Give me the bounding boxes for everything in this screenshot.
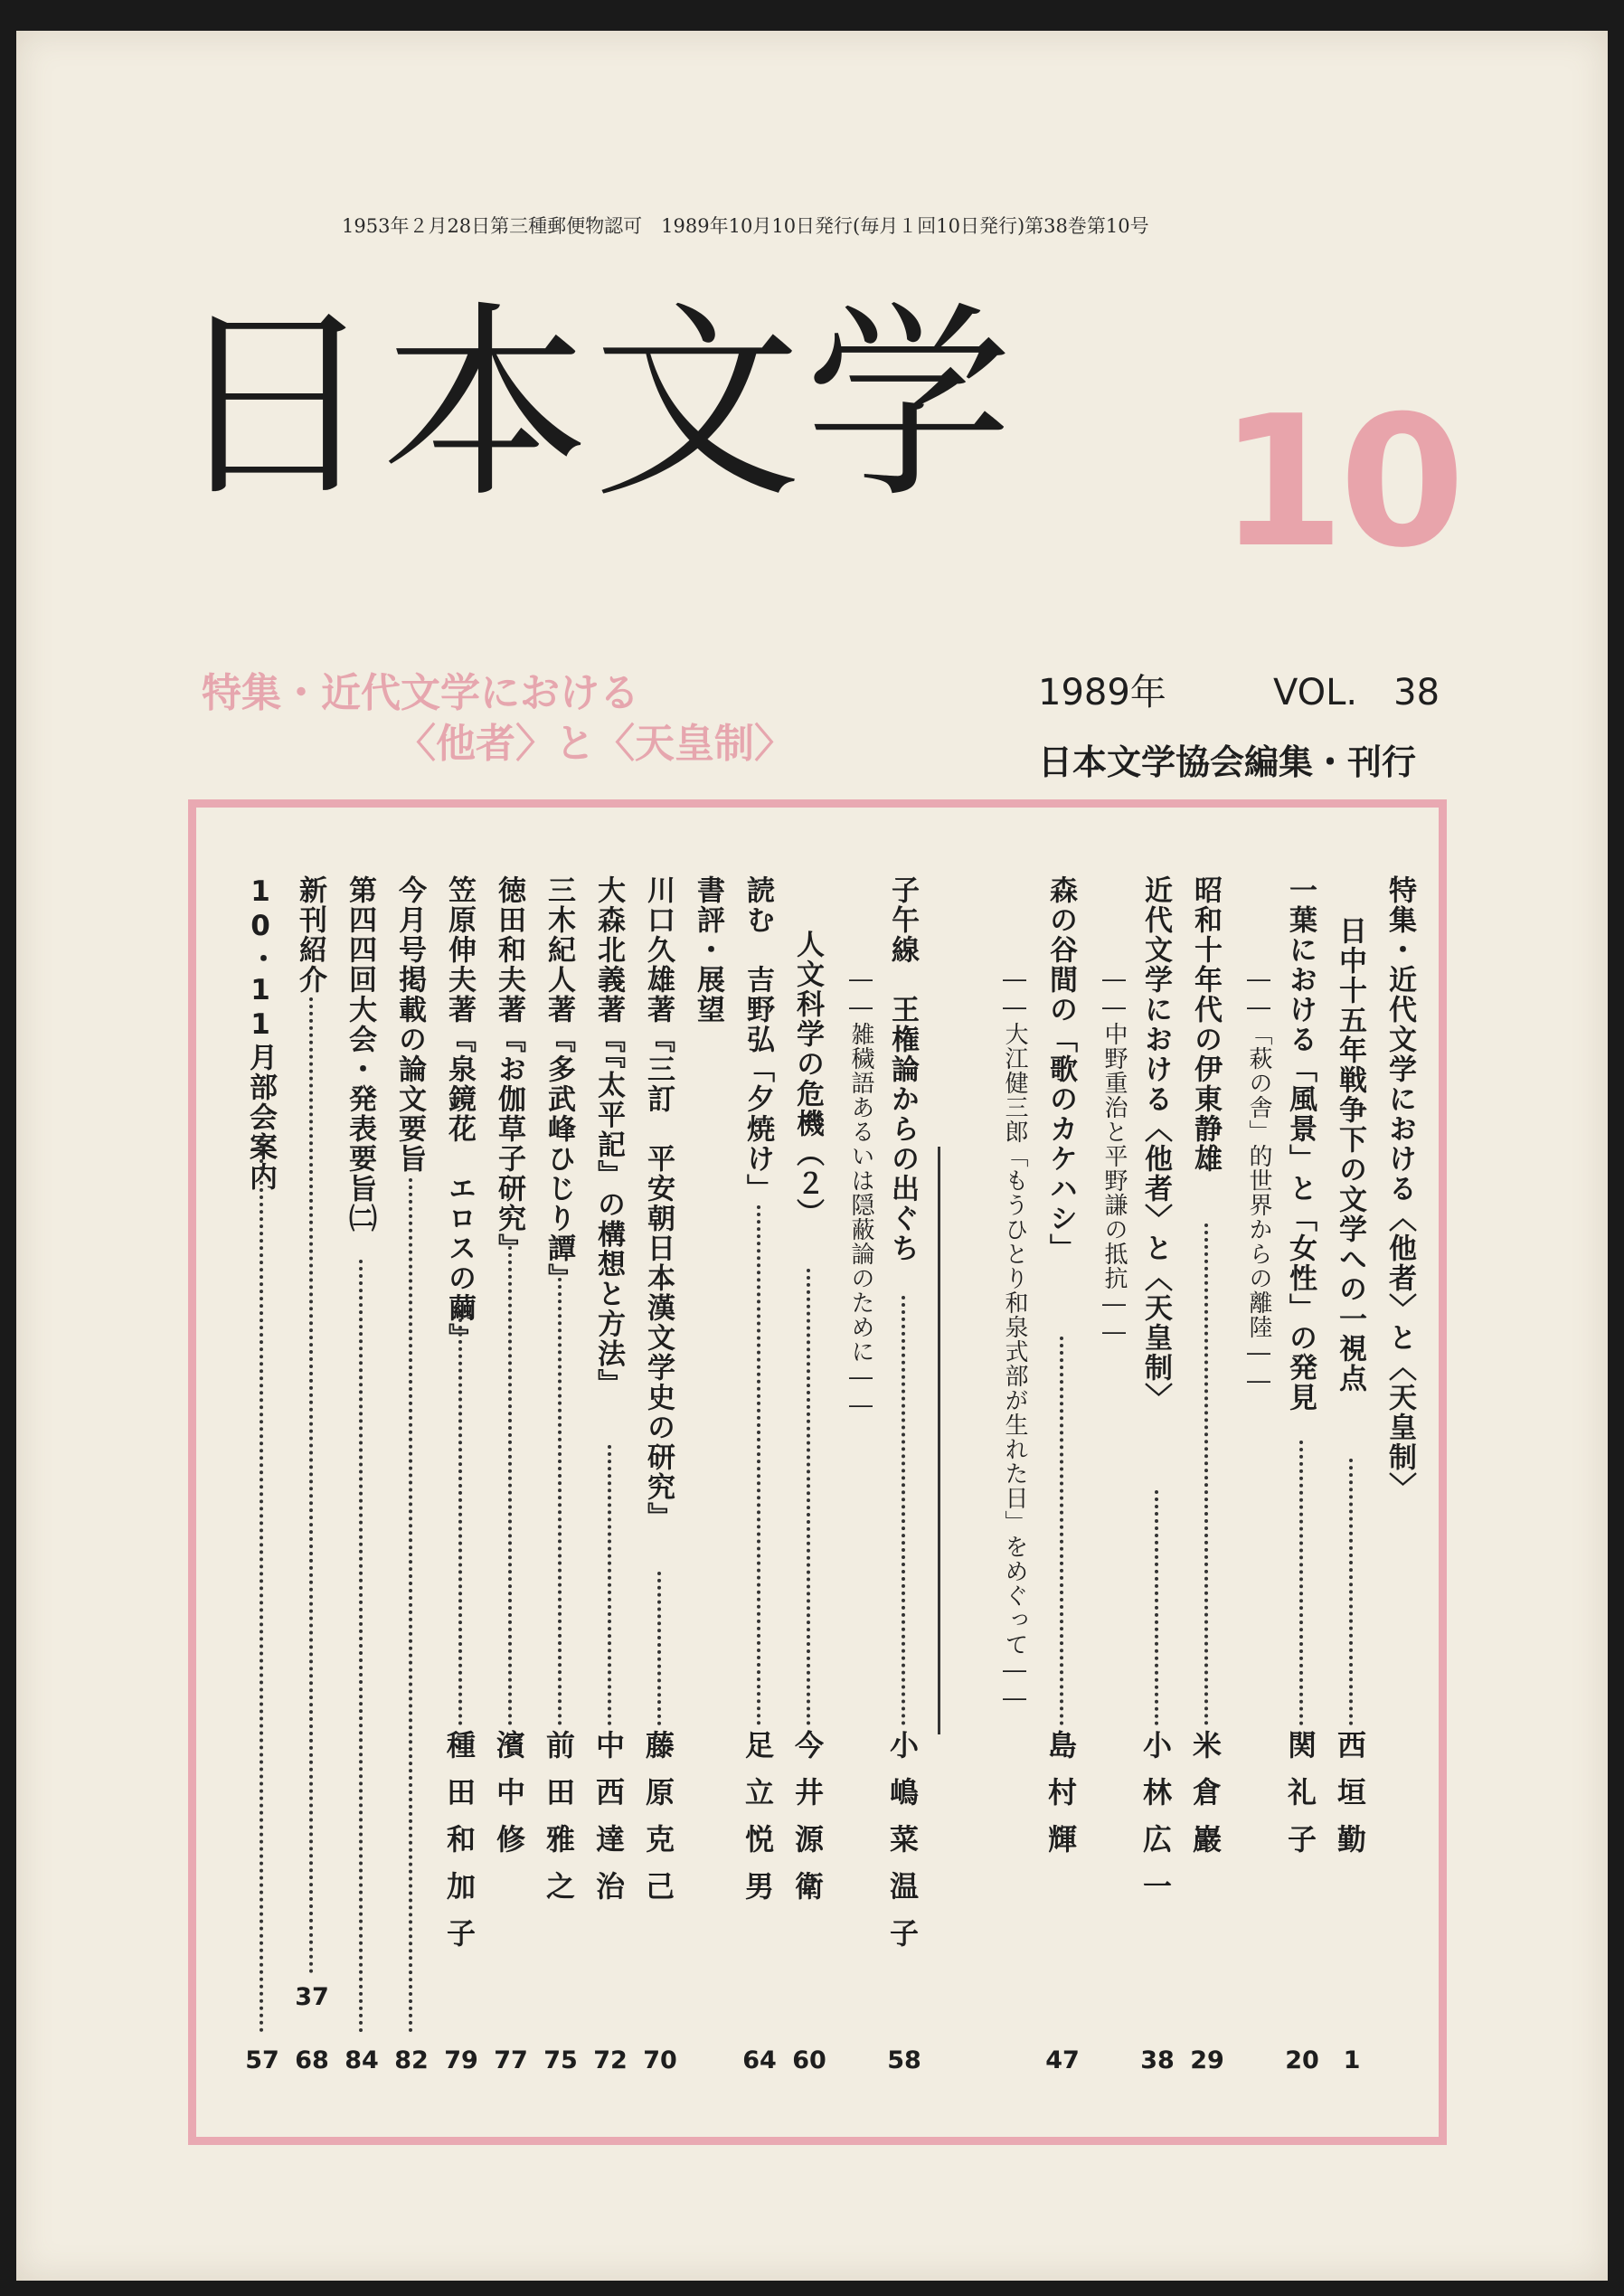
toc-entry-sub: ――大江健三郎「もうひとり和泉式部が生れた日」をめぐって―― — [1001, 966, 1028, 1713]
toc-entry-page: 29 — [1190, 2046, 1224, 2074]
table-of-contents — [188, 799, 1447, 2145]
toc-entry-author: 小嶋菜温子 — [885, 1730, 920, 1965]
leader-dots — [902, 1296, 905, 1725]
feature-line-2: 〈他者〉と〈天皇制〉 — [396, 721, 794, 768]
toc-entry-title: 日中十五年戦争下の文学への一視点 — [1334, 916, 1366, 1394]
toc-entry-page: 72 — [593, 2046, 628, 2074]
toc-entry-title: 笠原伸夫著『泉鏡花 エロスの繭』 — [443, 875, 476, 1353]
toc-entry-page: 60 — [792, 2046, 826, 2074]
toc-entry-page: 20 — [1285, 2046, 1319, 2074]
toc-entry-page: 82 — [394, 2046, 429, 2074]
toc-entry-title: 第四四回大会・発表要旨㈡ — [344, 875, 376, 1233]
column-separator — [938, 1147, 940, 1734]
toc-entry-author: 藤原克己 — [641, 1730, 675, 1918]
toc-entry-title: 川口久雄著『三訂 平安朝日本漢文学史の研究』 — [642, 875, 675, 1532]
toc-entry-title: 徳田和夫著『お伽草子研究』 — [493, 875, 525, 1263]
toc-entry-page: 70 — [643, 2046, 677, 2074]
toc-entry-author: 足立悦男 — [741, 1730, 775, 1918]
leader-dots — [608, 1445, 611, 1725]
toc-entry-title: 今月号掲載の論文要旨 — [393, 875, 426, 1174]
toc-entry-author: 関礼子 — [1283, 1730, 1317, 1871]
toc-entry-sub: ――中野重治と平野謙の抵抗―― — [1100, 966, 1128, 1346]
toc-entry-page: 57 — [245, 2046, 279, 2074]
toc-entry-title: 新刊紹介 — [294, 875, 326, 995]
toc-entry-title: 読む 吉野弘「夕焼け」 — [741, 875, 774, 1204]
leader-dots — [1349, 1459, 1353, 1725]
magazine-title: 日本文学 — [170, 285, 1017, 526]
toc-entry-title: 三木紀人著『多武峰ひじり譚』 — [543, 875, 575, 1293]
leader-dots — [508, 1246, 512, 1725]
leader-dots — [409, 1178, 412, 2033]
issue-number: 10 — [1219, 377, 1460, 588]
toc-entry-author: 種田和加子 — [442, 1730, 477, 1965]
toc-entry-author: 西垣勤 — [1333, 1730, 1367, 1871]
toc-entry-title: 10・11月部会案内 — [244, 875, 277, 1192]
leader-dots — [1060, 1337, 1063, 1725]
leader-dots — [807, 1269, 810, 1725]
toc-section-title: 書評・展望 — [692, 875, 724, 1025]
toc-entry-title: 子午線 王権論からの出ぐち — [886, 875, 919, 1263]
toc-entry-title: 一葉における「風景」と「女性」の発見 — [1284, 875, 1317, 1413]
leader-dots — [260, 1138, 263, 2033]
toc-entry-author: 小林広一 — [1138, 1730, 1173, 1918]
leader-dots — [1155, 1490, 1158, 1725]
leader-dots — [309, 997, 313, 1974]
issue-year: 1989年 — [1038, 672, 1166, 713]
volume-label: VOL. 38 — [1273, 672, 1440, 713]
toc-entry-page: 75 — [543, 2046, 578, 2074]
toc-entry-page: 84 — [345, 2046, 379, 2074]
leader-dots — [657, 1572, 661, 1725]
toc-entry-page: 64 — [742, 2046, 777, 2074]
toc-entry-page-2: 68 — [295, 2046, 329, 2074]
toc-feature-header-text: 特集・近代文学における〈他者〉と〈天皇制〉 — [1383, 875, 1416, 1502]
toc-entry-title: 近代文学における〈他者〉と〈天皇制〉 — [1139, 875, 1172, 1413]
toc-entry-page: 38 — [1140, 2046, 1175, 2074]
toc-entry-sub: ――「萩の舎」的世界からの離陸―― — [1245, 966, 1272, 1395]
leader-dots — [359, 1260, 363, 2033]
leader-dots — [458, 1318, 462, 1725]
feature-heading — [202, 668, 889, 770]
toc-entry-title: 森の谷間の「歌のカケハシ」 — [1044, 875, 1077, 1263]
toc-entry-title: 大森北義著『『太平記』の構想と方法』 — [592, 875, 625, 1399]
magazine-cover — [16, 31, 1608, 2281]
toc-entry-author: 今井源衛 — [790, 1730, 825, 1918]
publisher: 日本文学協会編集・刊行 — [1038, 742, 1417, 782]
toc-entry-page: 79 — [444, 2046, 478, 2074]
publication-info: 1953年２月28日第三種郵便物認可 1989年10月10日発行(毎月１回10日発行)第38巻第10号 — [342, 215, 1149, 237]
toc-entry-page: 58 — [887, 2046, 921, 2074]
leader-dots — [1204, 1224, 1208, 1725]
toc-entry-page: 37 — [295, 1983, 329, 2011]
toc-entry-page: 1 — [1343, 2046, 1361, 2074]
leader-dots — [558, 1278, 562, 1725]
toc-entry-author: 濱中修 — [492, 1730, 526, 1871]
leader-dots — [757, 1205, 760, 1725]
toc-entry-title: 人文科学の危機（２） — [791, 930, 824, 1228]
toc-entry-page: 47 — [1045, 2046, 1080, 2074]
toc-entry-author: 中西達治 — [591, 1730, 626, 1918]
toc-entry-page: 77 — [494, 2046, 528, 2074]
toc-entry-title: 昭和十年代の伊東静雄 — [1189, 875, 1222, 1174]
leader-dots — [1299, 1441, 1303, 1725]
toc-entry-author: 島村輝 — [1043, 1730, 1078, 1871]
toc-entry-author: 米倉巖 — [1188, 1730, 1223, 1871]
toc-entry-author: 前田雅之 — [542, 1730, 576, 1918]
feature-line-1: 特集・近代文学における — [202, 670, 639, 716]
toc-entry-sub: ――雑穢語あるいは隠蔽論のために―― — [847, 966, 874, 1420]
